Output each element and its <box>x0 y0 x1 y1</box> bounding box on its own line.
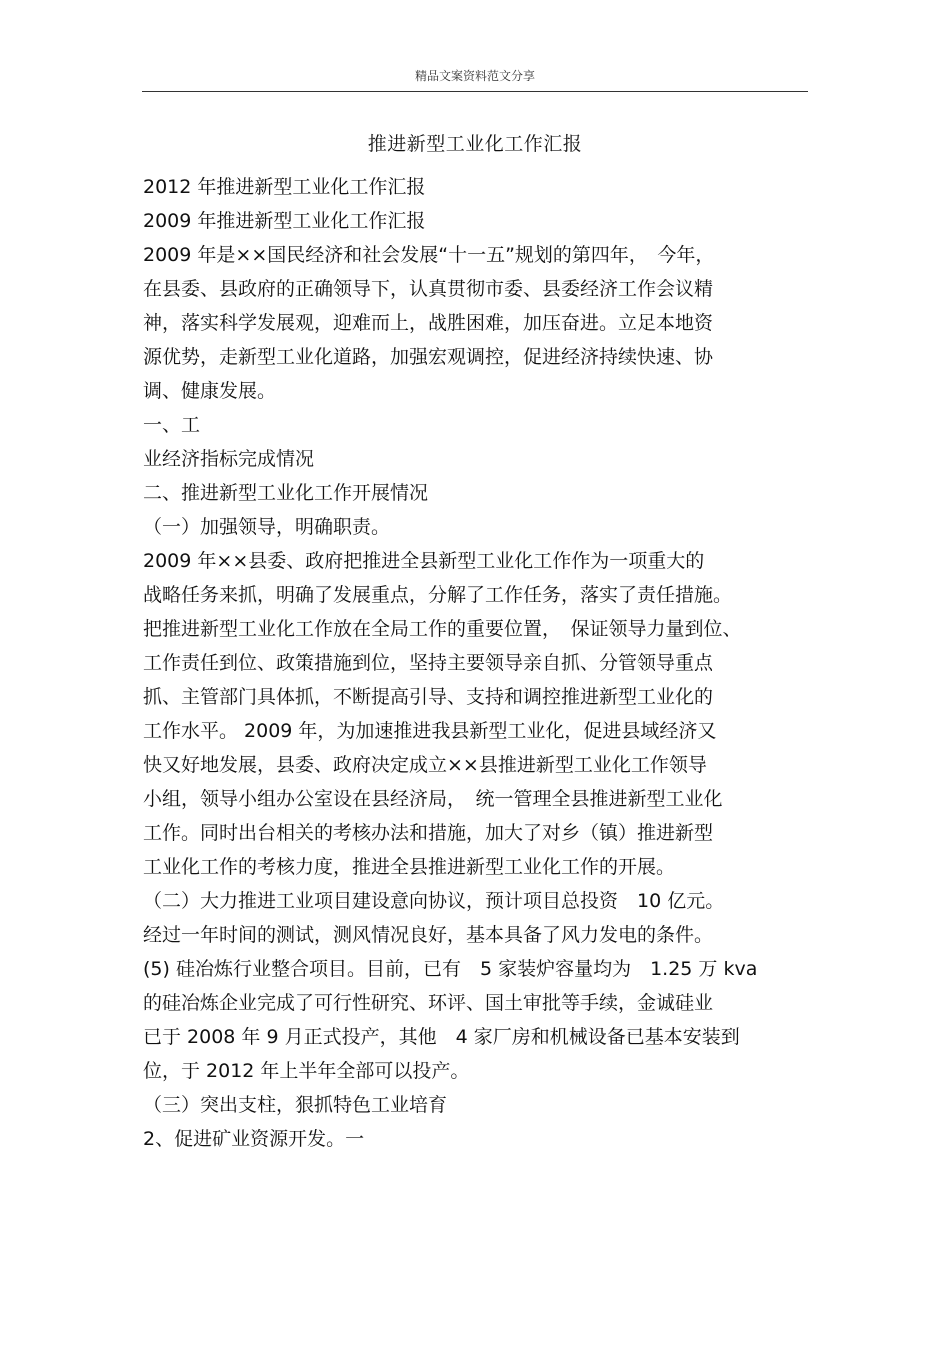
body-line: （二）大力推进工业项目建设意向协议，预计项目总投资 10 亿元。 <box>143 890 725 912</box>
body-line: （三）突出支柱，狠抓特色工业培育 <box>143 1094 448 1116</box>
body-line: 2012 年推进新型工业化工作汇报 <box>143 176 426 198</box>
body-line: 位，于 2012 年上半年全部可以投产。 <box>143 1060 470 1082</box>
body-line: 已于 2008 年 9 月正式投产，其他 4 家厂房和机械设备已基本安装到 <box>143 1026 740 1048</box>
body-line: 小组，领导小组办公室设在县经济局， 统一管理全县推进新型工业化 <box>143 788 723 810</box>
body-line: 快又好地发展，县委、政府决定成立××县推进新型工业化工作领导 <box>143 754 707 776</box>
body-line: 工作水平。 2009 年，为加速推进我县新型工业化，促进县域经济又 <box>143 720 717 742</box>
body-line: 在县委、县政府的正确领导下，认真贯彻市委、县委经济工作会议精 <box>143 278 714 300</box>
document-title: 推进新型工业化工作汇报 <box>367 133 583 155</box>
header-divider <box>142 91 808 92</box>
body-line: 一、工 <box>143 414 201 436</box>
page-header-text: 精品文案资料范文分享 <box>414 69 535 83</box>
body-line: 业经济指标完成情况 <box>143 448 315 470</box>
body-line: 神，落实科学发展观，迎难而上，战胜困难，加压奋进。立足本地资 <box>143 312 714 334</box>
body-line: 抓、主管部门具体抓，不断提高引导、支持和调控推进新型工业化的 <box>143 686 714 708</box>
body-line: 2009 年××县委、政府把推进全县新型工业化工作作为一项重大的 <box>143 550 705 572</box>
body-line: 调、健康发展。 <box>143 380 277 402</box>
body-line: 2009 年推进新型工业化工作汇报 <box>143 210 426 232</box>
body-line: 源优势，走新型工业化道路，加强宏观调控，促进经济持续快速、协 <box>143 346 714 368</box>
body-line: 2、促进矿业资源开发。一 <box>143 1128 365 1150</box>
body-line: 把推进新型工业化工作放在全局工作的重要位置， 保证领导力量到位、 <box>143 618 742 640</box>
body-line: 二、推进新型工业化工作开展情况 <box>143 482 429 504</box>
body-line: 工业化工作的考核力度，推进全县推进新型工业化工作的开展。 <box>143 856 676 878</box>
body-line: (5) 硅冶炼行业整合项目。目前，已有 5 家装炉容量均为 1.25 万 kva <box>143 958 758 980</box>
document-body <box>143 172 823 1158</box>
body-line: 工作责任到位、政策措施到位，坚持主要领导亲自抓、分管领导重点 <box>143 652 714 674</box>
body-line: 2009 年是××国民经济和社会发展“十一五”规划的第四年， 今年， <box>143 244 715 266</box>
body-line: （一）加强领导，明确职责。 <box>143 516 391 538</box>
body-line: 工作。同时出台相关的考核办法和措施，加大了对乡（镇）推进新型 <box>143 822 714 844</box>
body-line: 战略任务来抓，明确了发展重点，分解了工作任务，落实了责任措施。 <box>143 584 733 606</box>
body-line: 经过一年时间的测试，测风情况良好，基本具备了风力发电的条件。 <box>143 924 714 946</box>
body-line: 的硅冶炼企业完成了可行性研究、环评、国土审批等手续，金诚硅业 <box>143 992 714 1014</box>
